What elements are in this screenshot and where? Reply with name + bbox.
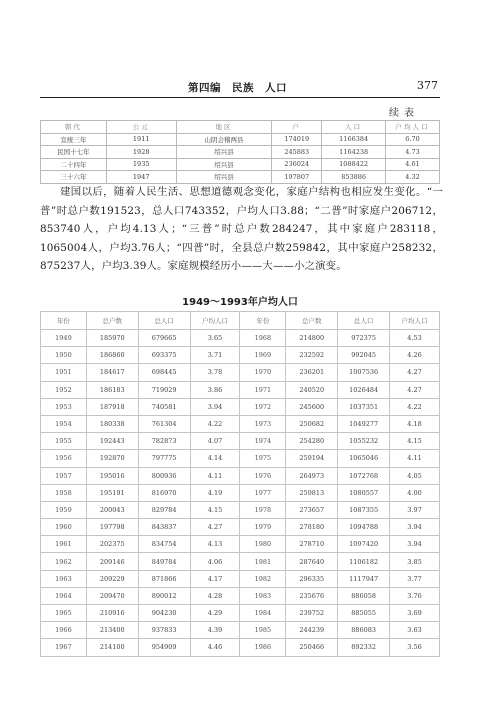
table-cell: 259194 — [286, 450, 338, 467]
table-cell: 4.18 — [390, 415, 440, 432]
table-cell: 797775 — [138, 450, 190, 467]
table-cell: 4.73 — [386, 146, 440, 159]
paragraph-text: 建国以后，随着人民生活、思想道德观念变化，家庭户结构也相应发生变化。“一普”时总户数191523，总人口743352，户均人口3.88；“二普”时家庭户206712，853740人，户均4.13人；“三普”时总户数284247，其中家庭户283118，1065004人，户均3.76人；“四普”时，全县总户数259842，其中家庭户258232，875237人，户均3.39人。家庭规模经历小——大——小之演变。 — [40, 186, 443, 272]
table-cell: 278710 — [286, 536, 338, 553]
table-cell: 719029 — [138, 381, 190, 398]
table-cell: 245600 — [286, 398, 338, 415]
table-row — [41, 364, 440, 381]
table-cell: 871866 — [138, 570, 190, 587]
table-cell: 1977 — [240, 484, 286, 501]
table-cell: 宣统三年 — [41, 133, 107, 146]
column-header: 公元 — [106, 121, 176, 134]
running-head-title: 第四编 民族 人口 — [188, 82, 287, 94]
table-cell: 1928 — [106, 146, 176, 159]
table-cell: 4.29 — [190, 605, 240, 622]
table-cell: 1117947 — [338, 570, 390, 587]
column-header: 户 — [272, 121, 322, 134]
table-cell: 1911 — [106, 133, 176, 146]
table-cell: 4.46 — [190, 639, 240, 656]
table-cell: 174019 — [272, 133, 322, 146]
table-cell: 绍兴县 — [176, 146, 272, 159]
table-cell: 937833 — [138, 622, 190, 639]
column-header: 人口 — [322, 121, 386, 134]
table-cell: 853886 — [322, 171, 386, 184]
table-cell: 4.13 — [190, 536, 240, 553]
table-cell: 4.22 — [390, 398, 440, 415]
table-row — [41, 171, 440, 184]
table-cell: 绍兴县 — [176, 171, 272, 184]
table-cell: 202375 — [86, 536, 138, 553]
table-cell: 885055 — [338, 605, 390, 622]
table-cell: 829784 — [138, 501, 190, 518]
table-row — [41, 146, 440, 159]
table-cell: 1958 — [41, 484, 87, 501]
header-rule — [40, 97, 440, 98]
table-cell: 843837 — [138, 519, 190, 536]
table-row — [41, 330, 440, 347]
table-cell: 3.71 — [190, 347, 240, 364]
table-cell: 绍兴县 — [176, 158, 272, 171]
table-cell: 1026484 — [338, 381, 390, 398]
table-cell: 1964 — [41, 587, 87, 604]
table-row — [41, 536, 440, 553]
table-cell: 1094788 — [338, 519, 390, 536]
table-cell: 886058 — [338, 587, 390, 604]
table-cell: 886083 — [338, 622, 390, 639]
table-cell: 3.94 — [190, 398, 240, 415]
table-cell: 1962 — [41, 553, 87, 570]
table-cell: 4.11 — [390, 450, 440, 467]
table-header-row — [41, 121, 440, 134]
table-cell: 4.19 — [190, 484, 240, 501]
table-row — [41, 381, 440, 398]
table-cell: 1049277 — [338, 415, 390, 432]
table-cell: 200043 — [86, 501, 138, 518]
table-cell: 4.53 — [390, 330, 440, 347]
table-cell: 213400 — [86, 622, 138, 639]
page-number: 377 — [417, 79, 438, 92]
table-cell: 4.26 — [390, 347, 440, 364]
table-cell: 1973 — [240, 415, 286, 432]
household-average-table — [40, 311, 440, 657]
table-cell: 250682 — [286, 415, 338, 432]
table-cell: 250466 — [286, 639, 338, 656]
column-header: 总户数 — [86, 312, 138, 330]
table-cell: 1983 — [240, 587, 286, 604]
page-header — [40, 78, 440, 96]
table-cell: 4.14 — [190, 450, 240, 467]
table-cell: 1980 — [240, 536, 286, 553]
table-row — [41, 415, 440, 432]
column-header: 朝代 — [41, 121, 107, 134]
table-cell: 1106182 — [338, 553, 390, 570]
table-cell: 1088422 — [322, 158, 386, 171]
table-cell: 693375 — [138, 347, 190, 364]
table-cell: 849784 — [138, 553, 190, 570]
table-cell: 210916 — [86, 605, 138, 622]
table-cell: 4.07 — [190, 433, 240, 450]
table-cell: 698445 — [138, 364, 190, 381]
table-cell: 1037351 — [338, 398, 390, 415]
table-cell: 4.06 — [190, 553, 240, 570]
table-cell: 4.39 — [190, 622, 240, 639]
table-cell: 240520 — [286, 381, 338, 398]
table-cell: 1935 — [106, 158, 176, 171]
table-row — [41, 347, 440, 364]
table-cell: 180338 — [86, 415, 138, 432]
table-cell: 1007536 — [338, 364, 390, 381]
body-paragraph — [40, 183, 443, 276]
table-cell: 209229 — [86, 570, 138, 587]
table-cell: 4.00 — [390, 484, 440, 501]
table-cell: 1957 — [41, 467, 87, 484]
table-cell: 二十四年 — [41, 158, 107, 171]
table-cell: 3.97 — [390, 501, 440, 518]
table-cell: 239752 — [286, 605, 338, 622]
table-row — [41, 398, 440, 415]
table-cell: 287640 — [286, 553, 338, 570]
table-cell: 3.69 — [390, 605, 440, 622]
table-cell: 992045 — [338, 347, 390, 364]
table-cell: 892332 — [338, 639, 390, 656]
column-header: 户均人口 — [386, 121, 440, 134]
table-title: 1949～1993年户均人口 — [182, 297, 298, 308]
table-cell: 1978 — [240, 501, 286, 518]
table-cell: 3.77 — [390, 570, 440, 587]
table-row — [41, 501, 440, 518]
table-cell: 904230 — [138, 605, 190, 622]
table-cell: 296335 — [286, 570, 338, 587]
table-row — [41, 587, 440, 604]
table-cell: 782873 — [138, 433, 190, 450]
column-header: 总人口 — [338, 312, 390, 330]
table-cell: 1974 — [240, 433, 286, 450]
table-cell: 1976 — [240, 467, 286, 484]
table-cell: 278180 — [286, 519, 338, 536]
table-row — [41, 467, 440, 484]
table-cell: 192443 — [86, 433, 138, 450]
table-cell: 1072768 — [338, 467, 390, 484]
table-cell: 3.94 — [390, 519, 440, 536]
table-cell: 1956 — [41, 450, 87, 467]
table-cell: 192870 — [86, 450, 138, 467]
table-cell: 1986 — [240, 639, 286, 656]
table-cell: 3.94 — [390, 536, 440, 553]
table-cell: 4.28 — [190, 587, 240, 604]
table-cell: 4.17 — [190, 570, 240, 587]
table-cell: 1951 — [41, 364, 87, 381]
table-cell: 1950 — [41, 347, 87, 364]
column-header: 年份 — [240, 312, 286, 330]
table-cell: 1967 — [41, 639, 87, 656]
table-cell: 244239 — [286, 622, 338, 639]
table-cell: 214100 — [86, 639, 138, 656]
table-cell: 三十六年 — [41, 171, 107, 184]
table-cell: 1952 — [41, 381, 87, 398]
table-row — [41, 639, 440, 656]
table-cell: 4.15 — [390, 433, 440, 450]
historical-household-table — [40, 120, 440, 184]
table-cell: 1966 — [41, 622, 87, 639]
table-cell: 209470 — [86, 587, 138, 604]
table-cell: 6.70 — [386, 133, 440, 146]
column-header: 户均人口 — [190, 312, 240, 330]
table-cell: 4.11 — [190, 467, 240, 484]
table-cell: 195191 — [86, 484, 138, 501]
column-header: 年份 — [41, 312, 87, 330]
table-cell: 1164238 — [322, 146, 386, 159]
table-cell: 184617 — [86, 364, 138, 381]
table-cell: 1087355 — [338, 501, 390, 518]
table-row — [41, 519, 440, 536]
table-cell: 1968 — [240, 330, 286, 347]
table-cell: 185970 — [86, 330, 138, 347]
table-row — [41, 605, 440, 622]
table-cell: 1954 — [41, 415, 87, 432]
table-cell: 1953 — [41, 398, 87, 415]
table-cell: 972375 — [338, 330, 390, 347]
table-cell: 1985 — [240, 622, 286, 639]
table-cell: 1965 — [41, 605, 87, 622]
table-cell: 254280 — [286, 433, 338, 450]
table-cell: 3.63 — [390, 622, 440, 639]
table-cell: 800936 — [138, 467, 190, 484]
table-cell: 1984 — [240, 605, 286, 622]
table-cell: 187918 — [86, 398, 138, 415]
table-cell: 273657 — [286, 501, 338, 518]
table-cell: 1080557 — [338, 484, 390, 501]
table-cell: 1959 — [41, 501, 87, 518]
table-cell: 235676 — [286, 587, 338, 604]
table-cell: 4.32 — [386, 171, 440, 184]
table-cell: 1963 — [41, 570, 87, 587]
table-cell: 4.61 — [386, 158, 440, 171]
table-cell: 3.86 — [190, 381, 240, 398]
table-cell: 954909 — [138, 639, 190, 656]
continued-table-label: 续表 — [389, 108, 419, 119]
table-cell: 1065046 — [338, 450, 390, 467]
table-cell: 4.27 — [390, 364, 440, 381]
table-row — [41, 553, 440, 570]
table-row — [41, 158, 440, 171]
table-row — [41, 133, 440, 146]
table-cell: 214800 — [286, 330, 338, 347]
column-header: 户均人口 — [390, 312, 440, 330]
table-cell: 4.22 — [190, 415, 240, 432]
column-header: 总人口 — [138, 312, 190, 330]
table-cell: 1979 — [240, 519, 286, 536]
table-cell: 1971 — [240, 381, 286, 398]
column-header: 地区 — [176, 121, 272, 134]
table-cell: 1960 — [41, 519, 87, 536]
table-cell: 232592 — [286, 347, 338, 364]
table-cell: 4.15 — [190, 501, 240, 518]
table-cell: 山阴会稽两县 — [176, 133, 272, 146]
table-cell: 195016 — [86, 467, 138, 484]
table-cell: 1961 — [41, 536, 87, 553]
table-cell: 1970 — [240, 364, 286, 381]
table-cell: 259813 — [286, 484, 338, 501]
table-row — [41, 622, 440, 639]
table-cell: 186860 — [86, 347, 138, 364]
table-cell: 197807 — [272, 171, 322, 184]
table-cell: 740581 — [138, 398, 190, 415]
table-cell: 1055232 — [338, 433, 390, 450]
table-cell: 1969 — [240, 347, 286, 364]
table-cell: 236024 — [272, 158, 322, 171]
table-cell: 1982 — [240, 570, 286, 587]
table-cell: 209146 — [86, 553, 138, 570]
table-cell: 4.27 — [390, 381, 440, 398]
table-cell: 1972 — [240, 398, 286, 415]
table-cell: 236201 — [286, 364, 338, 381]
table-cell: 1949 — [41, 330, 87, 347]
column-header: 总户数 — [286, 312, 338, 330]
table-cell: 3.56 — [390, 639, 440, 656]
table-cell: 834754 — [138, 536, 190, 553]
table-row — [41, 570, 440, 587]
table-cell: 1166384 — [322, 133, 386, 146]
table-cell: 3.76 — [390, 587, 440, 604]
table-row — [41, 484, 440, 501]
table-cell: 197798 — [86, 519, 138, 536]
table-cell: 816970 — [138, 484, 190, 501]
table-header-row — [41, 312, 440, 330]
table-cell: 264973 — [286, 467, 338, 484]
table-cell: 679665 — [138, 330, 190, 347]
table-cell: 1975 — [240, 450, 286, 467]
table-cell: 民国十七年 — [41, 146, 107, 159]
table-cell: 890012 — [138, 587, 190, 604]
table-cell: 1981 — [240, 553, 286, 570]
table-cell: 3.85 — [390, 553, 440, 570]
table-cell: 1947 — [106, 171, 176, 184]
table-row — [41, 450, 440, 467]
table-cell: 245883 — [272, 146, 322, 159]
table-cell: 4.05 — [390, 467, 440, 484]
table-row — [41, 433, 440, 450]
table-cell: 186183 — [86, 381, 138, 398]
table-cell: 1097420 — [338, 536, 390, 553]
table-cell: 1955 — [41, 433, 87, 450]
table-cell: 761304 — [138, 415, 190, 432]
table-cell: 3.65 — [190, 330, 240, 347]
table-cell: 4.27 — [190, 519, 240, 536]
table-cell: 3.78 — [190, 364, 240, 381]
